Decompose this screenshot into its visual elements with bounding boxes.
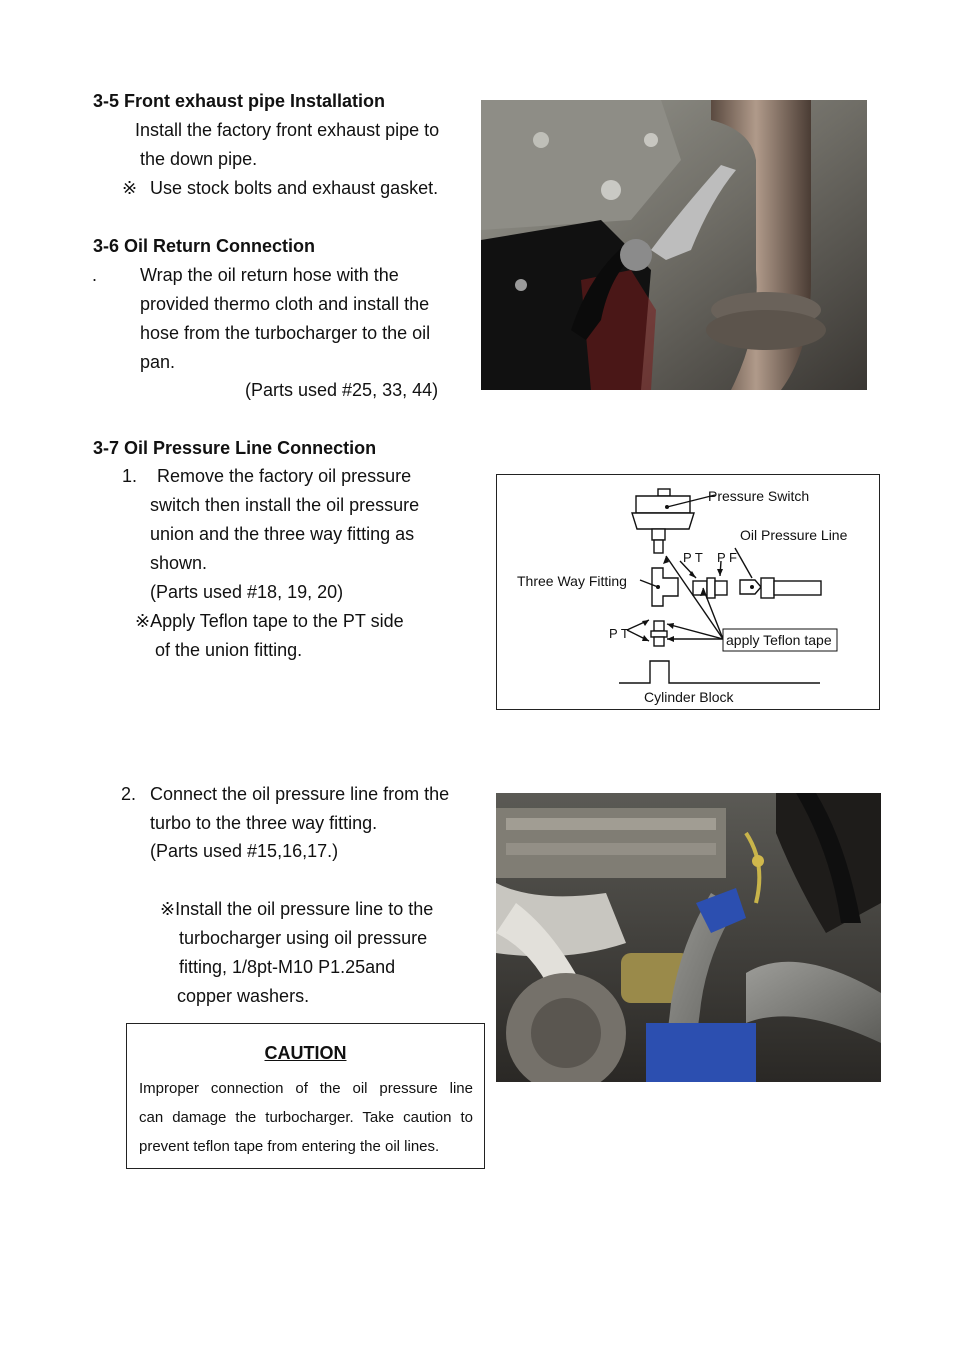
step2-note-line: turbocharger using oil pressure [179, 928, 428, 948]
caution-title: CAUTION [264, 1043, 347, 1063]
step1-line: switch then install the oil pressure [150, 495, 420, 515]
step2-parts: (Parts used #15,16,17.) [150, 841, 339, 861]
section-3-5-title: 3-5 Front exhaust pipe Installation [93, 91, 386, 111]
section-3-6-body-line: Wrap the oil return hose with the [140, 265, 399, 285]
caution-line: can damage the turbocharger. Take caution to [139, 1109, 473, 1126]
section-3-6-bullet: . [92, 265, 98, 285]
step1-note-line2: of the union fitting. [155, 640, 303, 660]
step1-number: 1. [122, 466, 138, 486]
caution-line: prevent teflon tape from entering the oil lines. [139, 1138, 440, 1155]
section-3-6-title: 3-6 Oil Return Connection [93, 236, 316, 256]
step2-line: Connect the oil pressure line from the [150, 784, 450, 804]
pt-label: P T [683, 550, 703, 565]
section-3-5-note-mark: ※ [122, 178, 138, 198]
section-3-5-note-text: Use stock bolts and exhaust gasket. [150, 178, 439, 198]
caution-line: Improper connection of the oil pressure line [139, 1080, 473, 1097]
step1-line: Remove the factory oil pressure [157, 466, 412, 486]
section-3-6-body-line: pan. [140, 352, 176, 372]
oil-pressure-line-photo [496, 793, 881, 1082]
step2-note-line: fitting, 1/8pt-M10 P1.25and [179, 957, 396, 977]
section-3-7-title: 3-7 Oil Pressure Line Connection [93, 438, 377, 458]
pressure-switch-label: Pressure Switch [708, 488, 810, 504]
step2-note-line: ※Install the oil pressure line to the [160, 899, 434, 919]
apply-teflon-label: apply Teflon tape [726, 632, 832, 648]
three-way-fitting-label: Three Way Fitting [517, 573, 627, 589]
step1-parts: (Parts used #18, 19, 20) [150, 582, 344, 602]
step2-line: turbo to the three way fitting. [150, 813, 378, 833]
section-3-6-body-line: provided thermo cloth and install the [140, 294, 430, 314]
step1-line: union and the three way fitting as [150, 524, 415, 544]
oil-pressure-fitting-diagram [496, 474, 880, 710]
pt-lower-label: P T [609, 626, 629, 641]
cylinder-block-label: Cylinder Block [644, 689, 734, 705]
section-3-6-parts: (Parts used #25, 33, 44) [245, 380, 439, 400]
pf-label: P F [717, 550, 737, 565]
section-3-5-body-line1: Install the factory front exhaust pipe to [135, 120, 440, 140]
step2-number: 2. [121, 784, 137, 804]
section-3-5-body-line2: the down pipe. [140, 149, 258, 169]
section-3-6-body-line: hose from the turbocharger to the oil [140, 323, 431, 343]
step1-line: shown. [150, 553, 208, 573]
exhaust-oil-return-photo [481, 100, 867, 390]
step1-note-line1: ※Apply Teflon tape to the PT side [135, 611, 404, 631]
oil-pressure-line-label: Oil Pressure Line [740, 527, 848, 543]
caution-box [126, 1023, 485, 1169]
step2-note-line: copper washers. [177, 986, 310, 1006]
